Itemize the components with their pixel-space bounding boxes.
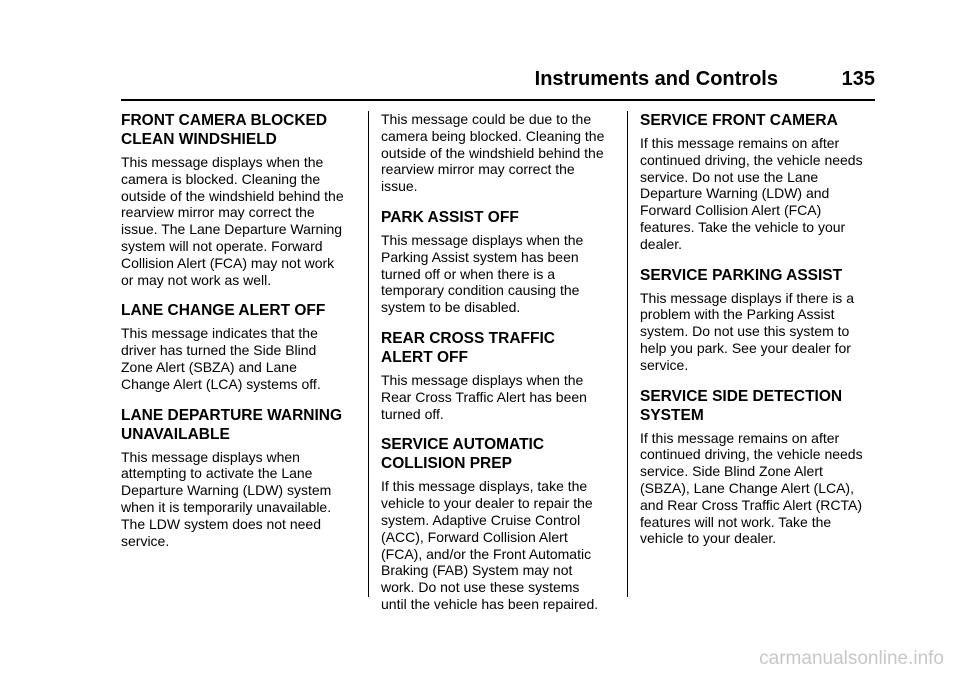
text-line: camera is blocked. Cleaning the	[121, 170, 321, 187]
text-line: service. Side Blind Zone Alert	[640, 463, 823, 480]
text-line: continued driving, the vehicle needs	[640, 151, 863, 168]
body-paragraph	[381, 111, 617, 195]
text-line: If this message remains on after	[640, 135, 840, 151]
text-line: when it is temporarily unavailable.	[121, 498, 332, 515]
body-paragraph	[121, 325, 357, 392]
text-line: Rear Cross Traffic Alert has been	[381, 388, 587, 405]
heading-line: ALERT OFF	[381, 348, 468, 366]
heading-line: REAR CROSS TRAFFIC	[381, 329, 555, 347]
page-number: 135	[841, 68, 875, 90]
text-line: If this message displays, take the	[381, 478, 588, 495]
text-line: outside of the windshield behind the	[121, 187, 344, 204]
text-line: features will not work. Take the	[640, 513, 832, 530]
section-heading	[381, 208, 617, 227]
heading-line: COLLISION PREP	[381, 455, 512, 473]
section-heading	[640, 266, 876, 285]
text-line: (SBZA), Lane Change Alert (LCA),	[640, 479, 854, 496]
text-line: service.	[121, 532, 170, 549]
heading-line: LANE CHANGE ALERT OFF	[121, 302, 326, 320]
text-line: continued driving, the vehicle needs	[640, 446, 863, 463]
text-line: This message could be due to the	[381, 111, 592, 127]
text-line: service. Do not use the Lane	[640, 168, 819, 185]
text-line: (FCA), and/or the Front Automatic	[381, 545, 592, 562]
text-line: attempting to activate the Lane	[121, 465, 313, 482]
heading-line: UNAVAILABLE	[121, 425, 230, 443]
section-heading	[640, 111, 876, 130]
text-line: This message displays when the	[381, 231, 584, 248]
text-line: system will not operate. Forward	[121, 237, 323, 254]
text-line: The LDW system does not need	[121, 515, 321, 532]
heading-line: CLEAN WINDSHIELD	[121, 131, 277, 148]
text-line: service.	[640, 356, 689, 373]
text-line: turned off.	[381, 405, 444, 422]
heading-line: FRONT CAMERA BLOCKED	[121, 112, 328, 129]
column-2	[381, 111, 617, 613]
heading-line: LANE DEPARTURE WARNING	[121, 406, 343, 424]
text-line: issue.	[381, 178, 418, 195]
section-heading	[381, 329, 617, 367]
text-line: rearview mirror may correct the	[121, 204, 315, 221]
section-heading	[640, 387, 876, 425]
text-line: work. Do not use these systems	[381, 579, 580, 596]
column-divider-1	[368, 111, 369, 597]
text-line: Parking Assist system has been	[381, 248, 579, 265]
text-line: Departure Warning (LDW) system	[121, 482, 332, 499]
body-paragraph	[381, 372, 617, 422]
text-line: system. Adaptive Cruise Control	[381, 511, 581, 528]
text-line: issue. The Lane Departure Warning	[121, 221, 343, 238]
body-paragraph	[640, 430, 876, 548]
text-line: Departure Warning (LDW) and	[640, 185, 830, 202]
text-line: system. Do not use this system to	[640, 323, 850, 340]
heading-line: SERVICE FRONT CAMERA	[640, 112, 838, 129]
body-paragraph	[381, 232, 617, 316]
heading-line: SYSTEM	[640, 406, 704, 424]
text-line: temporary condition causing the	[381, 282, 580, 299]
text-line: system to be disabled.	[381, 299, 521, 316]
body-paragraph	[121, 449, 357, 550]
text-line: This message displays when	[121, 448, 300, 465]
text-line: This message displays when the	[121, 154, 324, 170]
text-line: dealer.	[640, 235, 683, 252]
text-line: Change Alert (LCA) systems off.	[121, 375, 321, 392]
heading-line: PARK ASSIST OFF	[381, 208, 519, 226]
text-line: vehicle to your dealer.	[640, 530, 777, 547]
column-1	[121, 111, 357, 549]
page-header	[0, 68, 875, 96]
text-line: rearview mirror may correct the	[381, 161, 575, 178]
heading-line: SERVICE SIDE DETECTION	[640, 387, 843, 405]
text-line: If this message remains on after	[640, 429, 840, 446]
text-line: turned off or when there is a	[381, 265, 556, 282]
heading-line: SERVICE AUTOMATIC	[381, 436, 545, 454]
section-heading	[121, 301, 357, 320]
body-paragraph	[121, 154, 357, 288]
section-heading	[121, 406, 357, 444]
body-paragraph	[640, 135, 876, 253]
text-line: help you park. See your dealer for	[640, 339, 851, 356]
column-divider-2	[627, 111, 628, 597]
text-line: (ACC), Forward Collision Alert	[381, 528, 568, 545]
text-line: This message displays if there is a	[640, 289, 854, 306]
text-line: Braking (FAB) System may not	[381, 562, 573, 579]
text-line: outside of the windshield behind the	[381, 144, 604, 161]
text-line: driver has turned the Side Blind	[121, 342, 317, 359]
text-line: This message displays when the	[381, 371, 584, 388]
text-line: features. Take the vehicle to your	[640, 218, 846, 235]
watermark: carmanualsonline.info	[759, 648, 944, 669]
text-line: Zone Alert (SBZA) and Lane	[121, 358, 297, 375]
text-line: This message indicates that the	[121, 325, 318, 342]
column-3	[640, 111, 876, 547]
text-line: problem with the Parking Assist	[640, 306, 835, 323]
heading-line: SERVICE PARKING ASSIST	[640, 266, 843, 284]
body-paragraph	[640, 290, 876, 374]
text-line: Collision Alert (FCA) may not work	[121, 254, 335, 271]
section-heading	[121, 111, 357, 149]
text-line: and Rear Cross Traffic Alert (RCTA)	[640, 496, 862, 513]
section-heading	[381, 435, 617, 473]
text-line: Forward Collision Alert (FCA)	[640, 202, 822, 219]
text-line: or may not work as well.	[121, 271, 272, 288]
text-line: until the vehicle has been repaired.	[381, 595, 599, 612]
text-line: vehicle to your dealer to repair the	[381, 495, 593, 512]
text-line: camera being blocked. Cleaning the	[381, 127, 605, 144]
body-paragraph	[381, 478, 617, 612]
section-title: Instruments and Controls	[534, 68, 778, 90]
header-rule	[121, 99, 875, 101]
